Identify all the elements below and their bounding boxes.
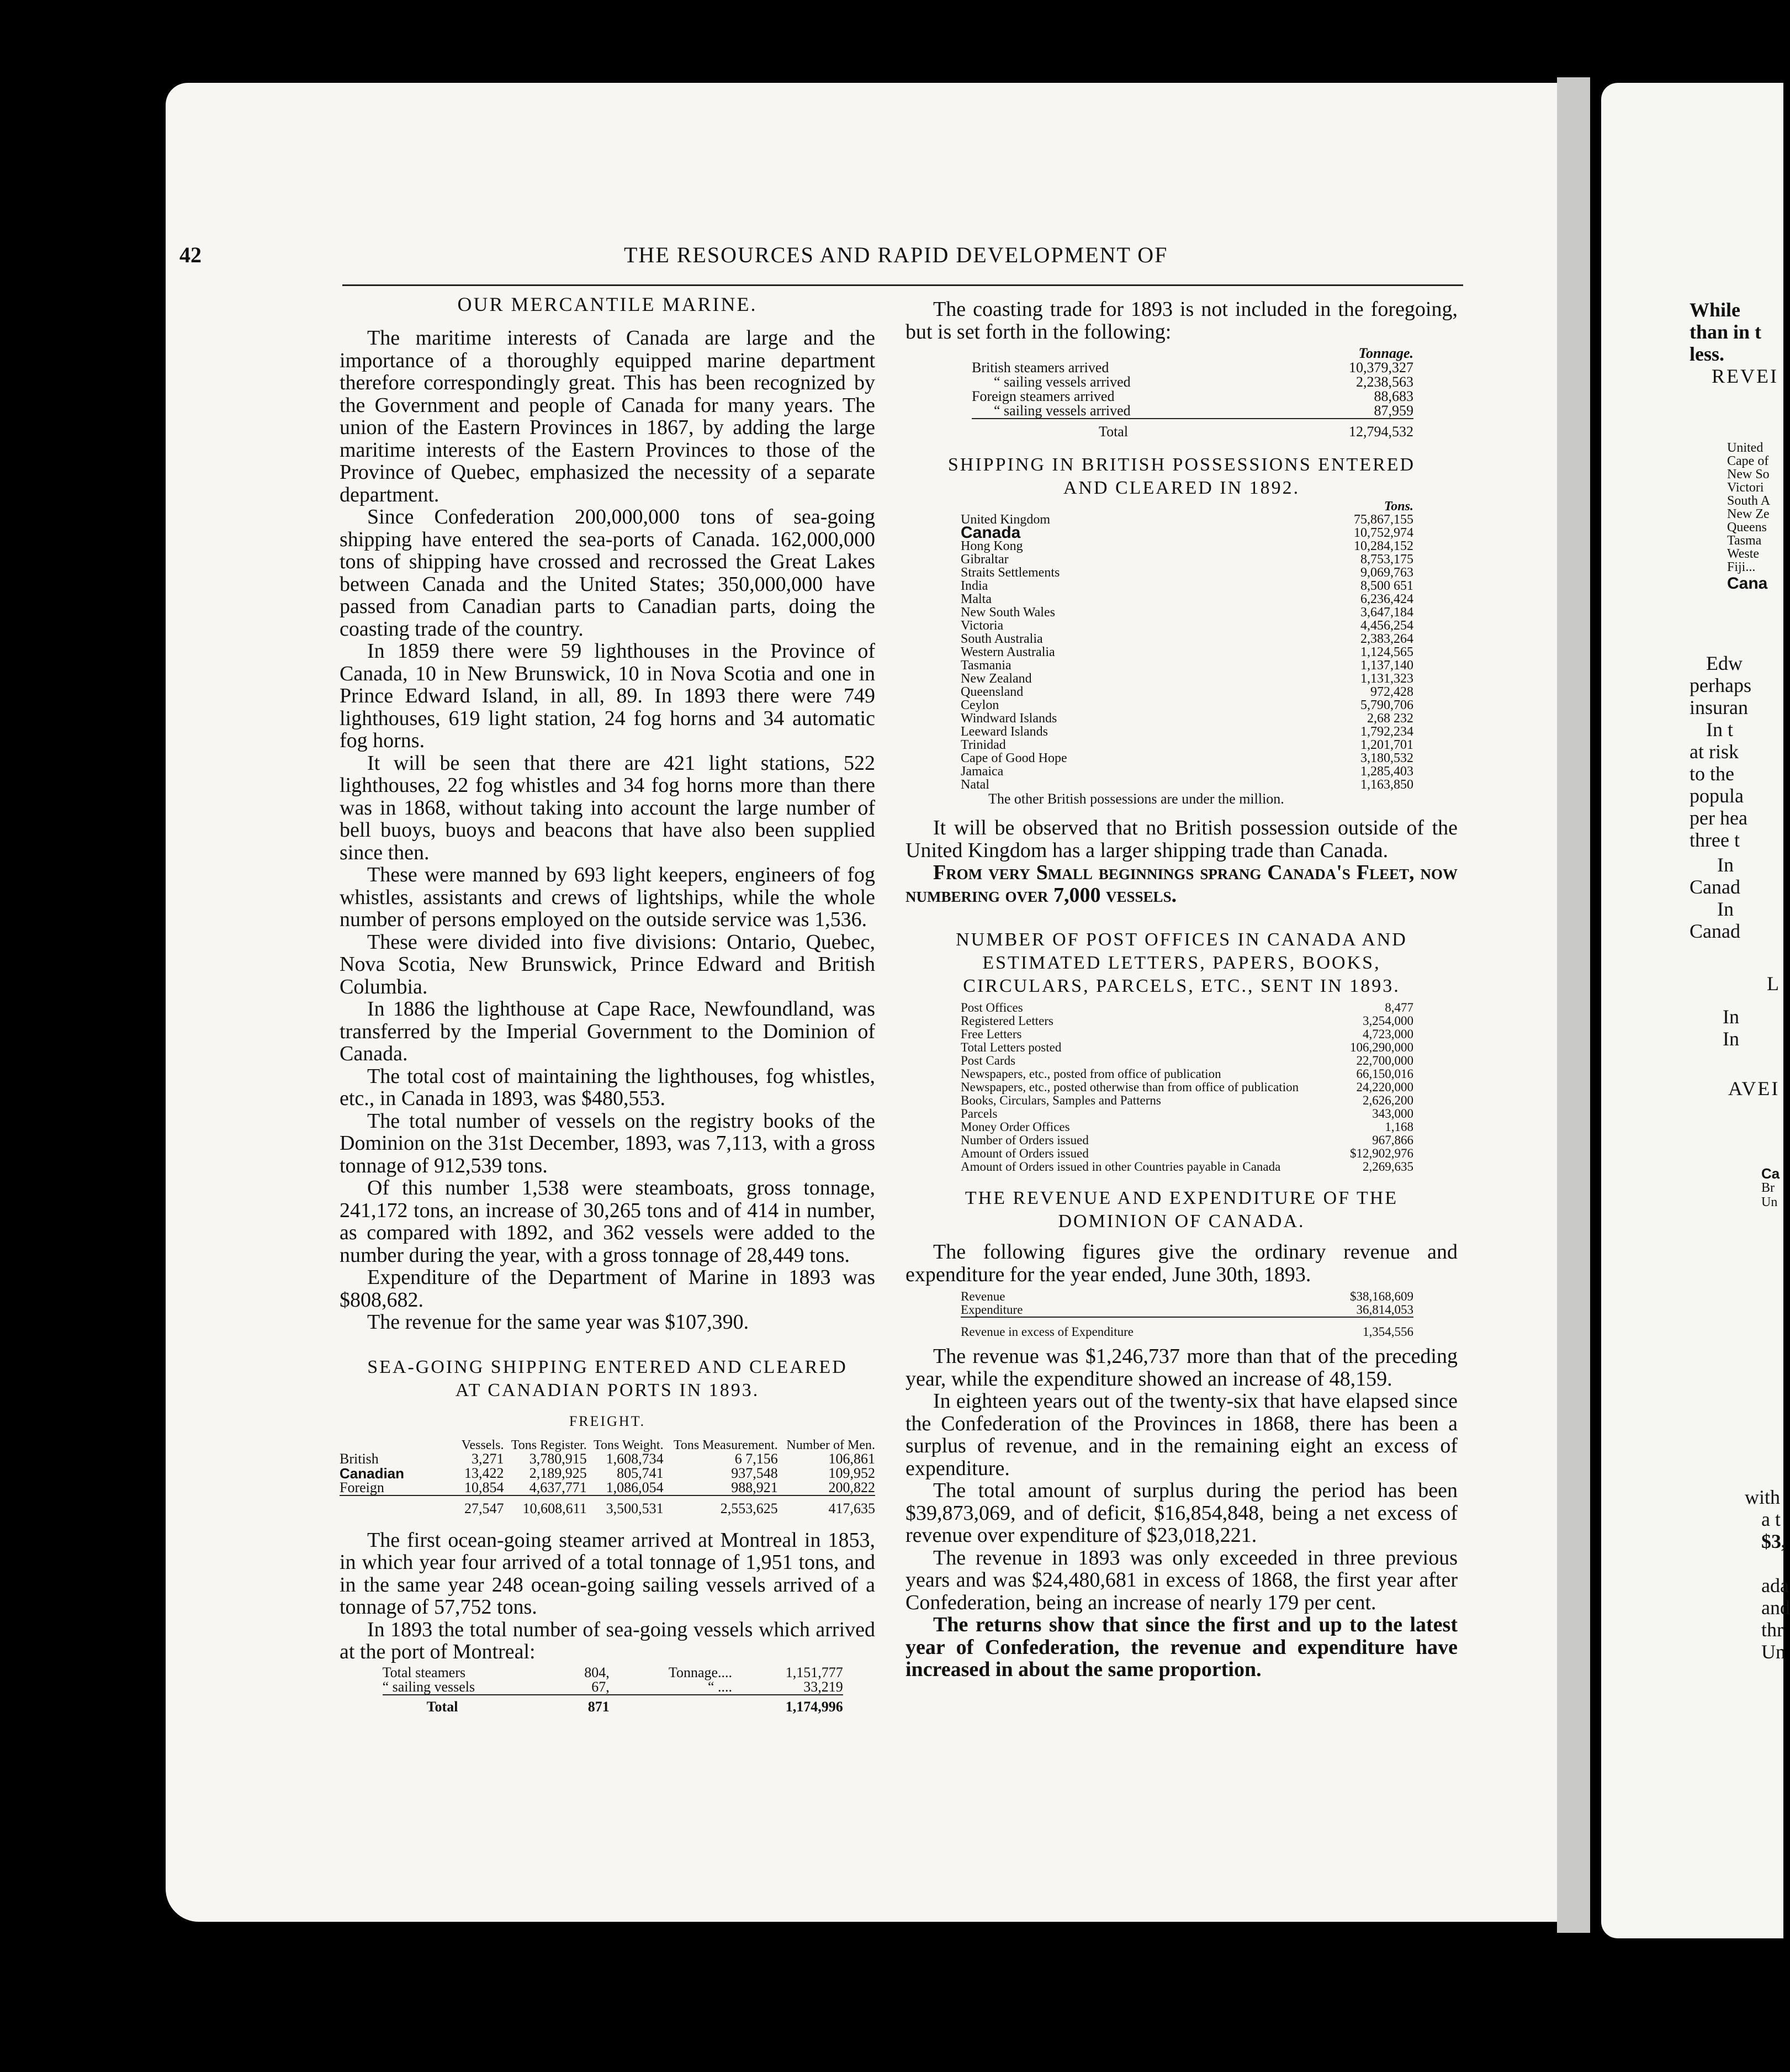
table-row — [961, 1303, 1413, 1317]
row-label: British — [340, 1450, 379, 1467]
freight-table — [340, 1439, 875, 1516]
paragraph: In 1859 there were 59 lighthouses in the Province of Canada, 10 in New Brunswick, 10 in Nova Scotia and one in Prince Edward Island, in all, 89. In 1893 there were 749 lighthouses, 619 light station, 24 fog horns and 34 automatic fog horns. — [340, 639, 875, 752]
right-column — [905, 298, 1458, 1681]
totals-row — [340, 1495, 875, 1516]
cell: 2,269,635 — [1363, 1160, 1413, 1174]
row-label: Canada — [961, 524, 1021, 542]
table-row — [961, 1054, 1413, 1067]
running-title: THE RESOURCES AND RAPID DEVELOPMENT OF — [624, 242, 1168, 267]
cell: 988,921 — [731, 1479, 778, 1495]
fragment: South A — [1727, 494, 1771, 508]
row-label: Hong Kong — [961, 539, 1023, 553]
row-label: Queensland — [961, 685, 1024, 699]
row-label: Total — [426, 1698, 458, 1715]
cell: 24,220,000 — [1356, 1080, 1413, 1094]
row-label: Natal — [961, 778, 989, 792]
row-label: Amount of Orders issued in other Countries payable in Canada — [961, 1160, 1281, 1174]
table-row — [961, 566, 1413, 579]
post-heading-3: CIRCULARS, PARCELS, ETC., SENT IN 1893. — [963, 976, 1400, 996]
fragment: with — [1745, 1486, 1781, 1508]
cell: 10,284,152 — [1354, 539, 1413, 553]
revenue-heading-2: DOMINION OF CANADA. — [1058, 1211, 1305, 1231]
fragment: to the — [1690, 763, 1734, 785]
fragment: In — [1723, 1028, 1739, 1050]
table-row — [961, 672, 1413, 685]
fragment: Un — [1761, 1195, 1778, 1209]
table-row — [961, 738, 1413, 752]
table-row — [961, 1028, 1413, 1041]
fragment: In — [1723, 1006, 1739, 1028]
cell: 1,201,701 — [1360, 738, 1413, 752]
row-label: India — [961, 579, 988, 593]
table-row — [961, 606, 1413, 619]
table-row — [972, 375, 1413, 389]
cell: 10,379,327 — [1349, 360, 1413, 376]
table-row — [961, 659, 1413, 672]
cell: 417,635 — [828, 1500, 875, 1516]
fragment: ada — [1761, 1574, 1789, 1597]
fragment: New Ze — [1727, 507, 1770, 521]
cell: 10,854 — [464, 1479, 504, 1495]
row-label: Canadian — [340, 1465, 405, 1482]
cell: 1,354,556 — [1363, 1325, 1413, 1339]
paragraph: Expenditure of the Department of Marine in 1893 was $808,682. — [340, 1266, 875, 1312]
table-row — [961, 1107, 1413, 1120]
cell: 3,647,184 — [1360, 605, 1413, 620]
row-label: Expenditure — [961, 1303, 1023, 1317]
row-label: Total — [1099, 424, 1129, 440]
marine-heading: OUR MERCANTILE MARINE. — [457, 293, 758, 315]
row-label: Newspapers, etc., posted otherwise than from office of publication — [961, 1080, 1299, 1094]
paragraph: These were divided into five divisions: Ontario, Quebec, Nova Scotia, New Brunswick, Prince Edward and British Columbia. — [340, 930, 875, 998]
table-row — [961, 646, 1413, 659]
fragment: Canad — [1690, 920, 1740, 942]
cell: 88,683 — [1374, 388, 1413, 404]
cell: 937,548 — [731, 1465, 778, 1481]
table-row — [383, 1666, 843, 1680]
cell: 67, — [591, 1678, 610, 1695]
fragment: Tasma — [1727, 533, 1762, 548]
row-label: Parcels — [961, 1107, 998, 1120]
row-label: Victoria — [961, 619, 1004, 633]
totals-row — [383, 1695, 843, 1714]
cell: 10,608,611 — [522, 1500, 587, 1516]
paragraph: In 1893 the total number of sea-going vessels which arrived at the port of Montreal: — [340, 1618, 875, 1663]
table-row — [972, 361, 1413, 375]
table-row — [961, 1081, 1413, 1094]
fragment: L — [1767, 972, 1779, 995]
cell: 22,700,000 — [1356, 1054, 1413, 1067]
row-label: Money Order Offices — [961, 1120, 1070, 1134]
paragraph: The first ocean-going steamer arrived at Montreal in 1853, in which year four arrived of a total tonnage of 1,951 tons, and in the same year 248 ocean-going sailing vessels arrived of a tonnage of 57,752 tons. — [340, 1528, 875, 1619]
cell: 1,137,140 — [1360, 658, 1413, 673]
row-label: Tasmania — [961, 658, 1011, 673]
row-label: Free Letters — [961, 1027, 1022, 1041]
cell: 1,174,996 — [785, 1698, 843, 1715]
paragraph: The revenue for the same year was $107,390. — [367, 1310, 749, 1334]
cell: 3,780,915 — [529, 1450, 587, 1467]
table-row — [961, 553, 1413, 566]
col-header: Tons Weight. — [593, 1437, 664, 1452]
post-heading: NUMBER OF POST OFFICES IN CANADA AND — [956, 929, 1407, 950]
row-label: Registered Letters — [961, 1014, 1053, 1028]
table-row — [961, 579, 1413, 593]
seagoing-heading-2: AT CANADIAN PORTS IN 1893. — [455, 1379, 760, 1400]
fragment: While — [1690, 299, 1741, 321]
book-spine — [1557, 77, 1590, 1933]
revenue-table — [961, 1290, 1413, 1339]
fragment: New So — [1727, 467, 1770, 482]
row-label: South Australia — [961, 632, 1043, 646]
possessions-heading: SHIPPING IN BRITISH POSSESSIONS ENTERED — [947, 454, 1416, 475]
cell: 33,219 — [803, 1678, 843, 1695]
paragraph: Since Confederation 200,000,000 tons of sea-going shipping have entered the sea-ports of Canada. 162,000,000 tons of shipping have crossed and recrossed the Great Lakes between Canada and the United States; 350,000,000 have passed from Canadian parts to Canadian parts, doing the coasting trade of the country. — [340, 505, 875, 641]
fragment: Br — [1761, 1181, 1775, 1195]
fragment: Un — [1761, 1641, 1786, 1663]
row-label: “ sailing vessels — [382, 1678, 475, 1695]
fragment: Cape of — [1727, 454, 1769, 468]
fragment: insuran — [1690, 696, 1748, 718]
row-label: Number of Orders issued — [961, 1133, 1089, 1147]
fragment: In — [1717, 898, 1734, 920]
cell: 2,68 232 — [1367, 711, 1413, 726]
cell: 2,626,200 — [1363, 1093, 1413, 1107]
fragment: REVEI — [1712, 365, 1778, 387]
table-row — [972, 389, 1413, 404]
cell: 972,428 — [1370, 685, 1413, 699]
montreal-table — [383, 1666, 843, 1714]
fragment: less. — [1690, 343, 1724, 365]
fragment: a t — [1761, 1508, 1781, 1530]
table-row — [961, 1134, 1413, 1147]
cell: 8,477 — [1385, 1001, 1413, 1014]
row-label: Leeward Islands — [961, 725, 1048, 739]
cell: 2,189,925 — [529, 1465, 587, 1481]
cell: 109,952 — [828, 1465, 875, 1481]
row-label: Revenue — [961, 1289, 1005, 1303]
row-label: Newspapers, etc., posted from office of publication — [961, 1067, 1221, 1081]
table-row — [961, 712, 1413, 725]
cell: 871 — [587, 1698, 610, 1715]
table-row — [961, 1094, 1413, 1107]
row-label: Foreign steamers arrived — [972, 388, 1115, 404]
row-label: New Zealand — [961, 672, 1032, 686]
cell: “ .... — [707, 1678, 733, 1695]
table-row — [972, 404, 1413, 419]
coasting-text: The coasting trade for 1893 is not included in the foregoing, but is set forth in the following: — [905, 298, 1458, 343]
table-row — [961, 513, 1413, 526]
col-header: Vessels. — [461, 1437, 504, 1452]
table-row — [961, 1041, 1413, 1054]
paragraph: The revenue was $1,246,737 more than that of the preceding year, while the expenditure showed an increase of 48,159. — [905, 1345, 1458, 1391]
table-row — [961, 619, 1413, 632]
fragment: at risk — [1690, 741, 1739, 763]
col-header: Tons Register. — [511, 1437, 587, 1452]
paragraph: In eighteen years out of the twenty-six that have elapsed since the Confederation of the Provinces in 1868, there has been a surplus of revenue, and in the remaining eight an excess of expenditure. — [905, 1389, 1458, 1480]
table-row — [961, 1067, 1413, 1081]
cell: 2,383,264 — [1360, 632, 1413, 646]
table-row — [383, 1680, 843, 1695]
fragment: and — [1761, 1597, 1790, 1619]
fragment: Cana — [1727, 574, 1768, 593]
paragraph: It will be observed that no British possession outside of the United Kingdom has a larger shipping trade than Canada. — [905, 816, 1458, 862]
cell: 10,752,974 — [1354, 526, 1413, 540]
table-row — [961, 593, 1413, 606]
possessions-heading-2: AND CLEARED IN 1892. — [1063, 478, 1300, 498]
row-label: Total Letters posted — [961, 1040, 1062, 1054]
post-heading-2: ESTIMATED LETTERS, PAPERS, BOOKS, — [982, 953, 1381, 973]
paragraph: The total number of vessels on the registry books of the Dominion on the 31st December, 1893, was 7,113, with a gross tonnage of 912,539 tons. — [340, 1109, 875, 1177]
left-column — [340, 293, 875, 1714]
fragment: Fiji... — [1727, 560, 1756, 574]
cell: 1,086,054 — [606, 1479, 664, 1495]
table-row — [961, 778, 1413, 791]
seagoing-heading: SEA-GOING SHIPPING ENTERED AND CLEARED — [367, 1356, 848, 1377]
paragraph: The revenue in 1893 was only exceeded in three previous years and was $24,480,681 in excess of 1868, the first year after Confederation, being an increase of nearly 179 per cent. — [905, 1546, 1458, 1614]
header-rule — [342, 284, 1463, 286]
col-header: Tons. — [1384, 499, 1413, 514]
cell: 6 7,156 — [734, 1450, 778, 1467]
paragraph: In 1886 the lighthouse at Cape Race, Newfoundland, was transferred by the Imperial Government to the Dominion of Canada. — [340, 997, 875, 1065]
cell: $12,902,976 — [1350, 1146, 1413, 1160]
fragment: three t — [1690, 829, 1740, 851]
cell: 87,959 — [1374, 403, 1413, 419]
table-row — [961, 526, 1413, 540]
row-label: Amount of Orders issued — [961, 1146, 1089, 1160]
fragment: per hea — [1690, 807, 1747, 829]
cell: 343,000 — [1372, 1107, 1413, 1120]
paragraph: Of this number 1,538 were steamboats, gross tonnage, 241,172 tons, an increase of 30,265 tons and of 414 in number, as compared with 1892, and 362 vessels were added to the number during the year, with a gross tonnage of 28,449 tons. — [340, 1176, 875, 1267]
coasting-table — [972, 346, 1413, 439]
table-row — [961, 1120, 1413, 1134]
row-label: New South Wales — [961, 605, 1055, 620]
table-row — [961, 685, 1413, 699]
row-label: Windward Islands — [961, 711, 1057, 726]
row-label: Cape of Good Hope — [961, 751, 1067, 765]
table-row — [961, 1001, 1413, 1014]
cell: 9,069,763 — [1360, 565, 1413, 580]
page-number: 42 — [179, 242, 202, 267]
cell: 2,553,625 — [720, 1500, 778, 1516]
totals-row — [972, 419, 1413, 439]
row-label: Post Offices — [961, 1001, 1023, 1014]
col-header: Tons Measurement. — [673, 1437, 778, 1452]
row-label: British steamers arrived — [972, 360, 1109, 376]
fragment: than in t — [1690, 321, 1762, 343]
row-label: “ sailing vessels arrived — [994, 403, 1131, 419]
cell: 3,271 — [471, 1450, 504, 1467]
row-label: Straits Settlements — [961, 565, 1060, 580]
table-row — [961, 699, 1413, 712]
cell: 1,151,777 — [785, 1664, 843, 1680]
cell: 3,254,000 — [1363, 1014, 1413, 1028]
cell: 1,608,734 — [606, 1450, 664, 1467]
table-row — [340, 1466, 875, 1481]
possessions-note: The other British possessions are under the million. — [988, 791, 1284, 807]
cell: 6,236,424 — [1360, 592, 1413, 606]
cell: 36,814,053 — [1356, 1303, 1413, 1317]
freight-label: FREIGHT. — [569, 1413, 646, 1429]
cell: 805,741 — [617, 1465, 664, 1481]
cell: 75,867,155 — [1354, 512, 1413, 527]
table-row — [340, 1452, 875, 1466]
paragraph: The returns show that since the first and up to the latest year of Confederation, the revenue and expenditure have increased in about the same proportion. — [905, 1613, 1458, 1681]
fragment: perhaps — [1690, 674, 1751, 696]
cell: 967,866 — [1372, 1133, 1413, 1147]
row-label: “ sailing vessels arrived — [994, 374, 1131, 390]
fragment: popula — [1690, 785, 1744, 807]
cell: 13,422 — [464, 1465, 504, 1481]
cell: 66,150,016 — [1356, 1067, 1413, 1081]
fragment: $3, — [1761, 1530, 1786, 1552]
row-label: Trinidad — [961, 738, 1006, 752]
cell: 4,723,000 — [1363, 1027, 1413, 1041]
row-label: Gibraltar — [961, 552, 1009, 567]
cell: Tonnage.... — [668, 1664, 733, 1680]
cell: 5,790,706 — [1360, 698, 1413, 712]
row-label: Western Australia — [961, 645, 1055, 659]
revenue-heading: THE REVENUE AND EXPENDITURE OF THE — [965, 1188, 1399, 1208]
totals-row — [961, 1317, 1413, 1339]
row-label: Jamaica — [961, 764, 1004, 779]
paragraph: It will be seen that there are 421 light stations, 522 lighthouses, 22 fog whistles and 34 fog horns more than there was in 1868, without taking into account the large number of bell buoys, buoys and beacons that have also been supplied since then. — [340, 751, 875, 864]
fragment: Ca — [1761, 1165, 1780, 1182]
fragment: Victori — [1727, 480, 1764, 495]
cell: 8,500 651 — [1360, 579, 1413, 593]
fleet-text: From very Small beginnings sprang Canada's Fleet, now numbering over 7,000 vessels. — [905, 861, 1458, 907]
cell: 1,168 — [1385, 1120, 1413, 1134]
cell: 4,637,771 — [529, 1479, 587, 1495]
fragment: In t — [1706, 718, 1733, 741]
cell: 12,794,532 — [1349, 424, 1413, 440]
cell: 106,290,000 — [1350, 1040, 1413, 1054]
fragment: thr — [1761, 1619, 1783, 1641]
post-table — [961, 1001, 1413, 1174]
row-label: Post Cards — [961, 1054, 1016, 1067]
cell: 1,131,323 — [1360, 672, 1413, 686]
paragraph: The maritime interests of Canada are large and the importance of a thoroughly equipped marine department therefore correspondingly great. This has been recognized by the Government and people of Canada for many years. The union of the Eastern Provinces in 1867, by adding the large maritime interests of the Eastern Provinces to those of the Province of Quebec, emphasized the necessity of a separate department. — [340, 326, 875, 506]
table-row — [961, 752, 1413, 765]
cell: 1,285,403 — [1360, 764, 1413, 779]
fragment: AVEI — [1728, 1077, 1780, 1100]
cell: 8,753,175 — [1360, 552, 1413, 567]
cell: 4,456,254 — [1360, 619, 1413, 633]
fragment: Canad — [1690, 876, 1740, 898]
fragment: Queens — [1727, 520, 1767, 535]
fragment: United — [1727, 441, 1763, 455]
cell: 1,163,850 — [1360, 778, 1413, 792]
row-label: Foreign — [340, 1479, 384, 1495]
paragraph: These were manned by 693 light keepers, engineers of fog whistles, assistants and crews of lightships, while the whole number of persons employed on the outside service was 1,536. — [340, 863, 875, 931]
table-row — [961, 632, 1413, 646]
fragment: Weste — [1727, 547, 1760, 561]
paragraph: The total amount of surplus during the period has been $39,873,069, and of deficit, $16,854,848, being a net excess of revenue over expenditure of $23,018,221. — [905, 1479, 1458, 1547]
cell: 1,124,565 — [1360, 645, 1413, 659]
cell: 3,180,532 — [1360, 751, 1413, 765]
row-label: Total steamers — [382, 1664, 466, 1680]
col-header: Tonnage. — [1358, 345, 1413, 361]
table-row — [961, 725, 1413, 738]
row-label: Books, Circulars, Samples and Patterns — [961, 1093, 1161, 1107]
row-label: Revenue in excess of Expenditure — [961, 1325, 1134, 1339]
table-row — [961, 1147, 1413, 1160]
table-row — [340, 1481, 875, 1495]
table-row — [961, 1160, 1413, 1174]
paragraph: The total cost of maintaining the lighthouses, fog whistles, etc., in Canada in 1893, was $480,553. — [340, 1064, 875, 1110]
row-label: Ceylon — [961, 698, 999, 712]
row-label: Malta — [961, 592, 992, 606]
table-row — [961, 540, 1413, 553]
fragment: In — [1717, 854, 1734, 876]
table-row — [961, 1014, 1413, 1028]
cell: 27,547 — [464, 1500, 504, 1516]
row-label: United Kingdom — [961, 512, 1050, 527]
table-row — [961, 765, 1413, 778]
paragraph: The following figures give the ordinary revenue and expenditure for the year ended, June 30th, 1893. — [905, 1240, 1458, 1286]
cell: $38,168,609 — [1350, 1289, 1413, 1303]
fragment: Edw — [1706, 652, 1743, 674]
cell: 3,500,531 — [606, 1500, 664, 1516]
cell: 804, — [584, 1664, 610, 1680]
possessions-table — [961, 500, 1413, 791]
cell: 1,792,234 — [1360, 725, 1413, 739]
col-header: Number of Men. — [786, 1437, 875, 1452]
cell: 200,822 — [828, 1479, 875, 1495]
cell: 106,861 — [828, 1450, 875, 1467]
cell: 2,238,563 — [1356, 374, 1413, 390]
table-row — [961, 1290, 1413, 1303]
